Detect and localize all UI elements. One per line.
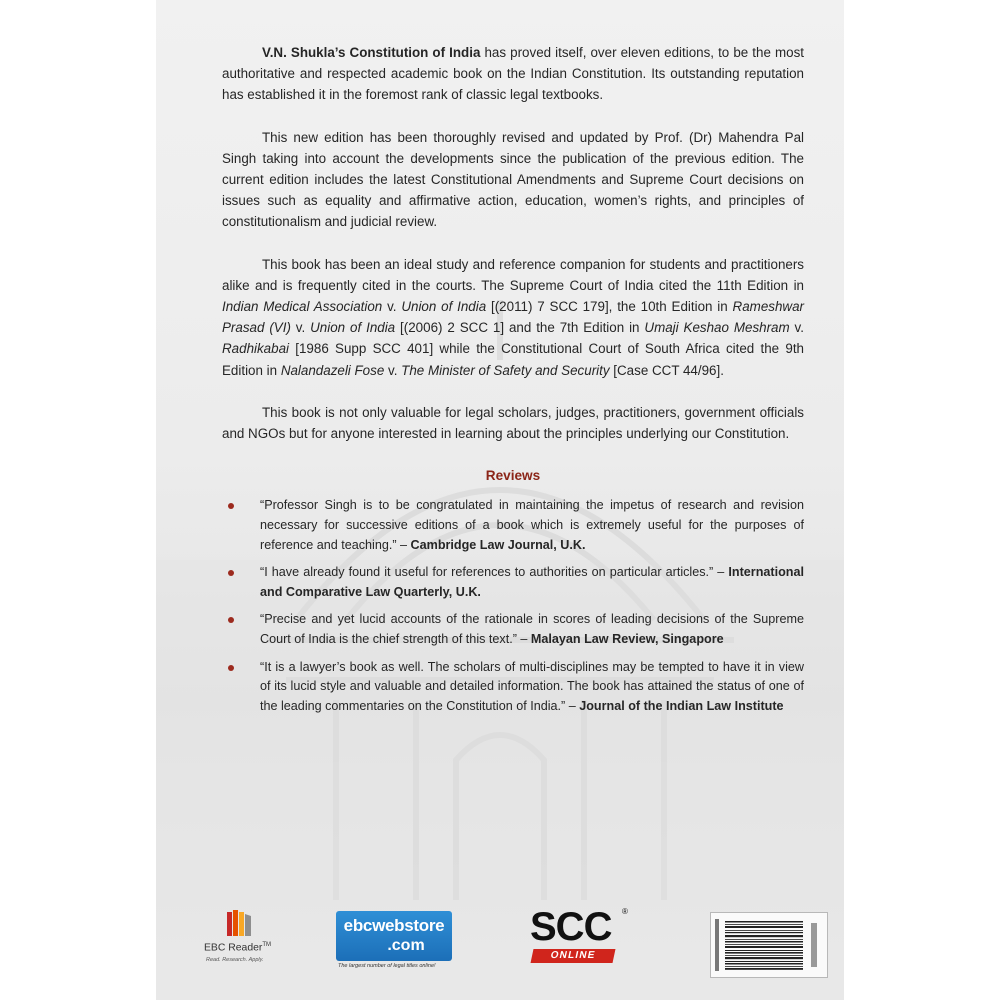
review-item: “Precise and yet lucid accounts of the rationale in scores of leading decisions of the Supreme Court of India is the chief strength of this text.” – Malayan Law Review, Singapore	[222, 610, 804, 649]
review-item: “It is a lawyer’s book as well. The scholars of multi-disciplines may be tempted to have it in view of its lucid style and valuable and detailed information. The book has attained the status of one of the leading commentaries on the Constitution of India.” – Journal of the Indian Law Institute	[222, 658, 804, 717]
review-source: International and Comparative Law Quarterly, U.K.	[260, 565, 804, 599]
review-source: Malayan Law Review, Singapore	[530, 632, 724, 647]
barcode-icon	[711, 913, 827, 977]
description-text	[222, 42, 804, 724]
ebcwebstore-logo: ebcwebstore .com The largest number of legal titles online!	[336, 911, 456, 973]
bullet-icon	[228, 570, 234, 576]
paragraph-2: This new edition has been thoroughly revised and updated by Prof. (Dr) Mahendra Pal Singh taking into account the developments since the publication of the previous edition. The current edition includes the latest Constitutional Amendments and Supreme Court decisions on issues such as equality and affirmative action, education, women’s rights, and principles of constitutionalism and judicial review.	[222, 129, 804, 230]
review-item: “Professor Singh is to be congratulated in maintaining the impetus of research and revision necessary for successive editions of a book which is extremely useful for the purposes of reference and teaching.” – Cambridge Law Journal, U.K.	[222, 496, 804, 555]
bullet-icon	[228, 503, 234, 509]
barcode-sticker	[710, 912, 828, 978]
review-source: Journal of the Indian Law Institute	[579, 698, 784, 713]
ebc-reader-logo: EBC Reader™ Read. Research. Apply.	[200, 906, 280, 986]
book-icon	[224, 908, 254, 938]
bullet-icon	[228, 665, 234, 671]
reviews-heading: Reviews	[485, 468, 541, 484]
book-title: V.N. Shukla’s Constitution of India	[262, 45, 481, 60]
paragraph-1: V.N. Shukla’s Constitution of India has proved itself, over eleven editions, to be the most authoritative and respected academic book on the Indian Constitution. Its outstanding reputation has established it in the foremost rank of classic legal textbooks.	[222, 45, 804, 103]
scc-online-logo: SCC ® ONLINE	[530, 905, 628, 961]
bullet-icon	[228, 617, 234, 623]
paragraph-3: This book has been an ideal study and reference companion for students and practitioners alike and is frequently cited in the courts. The Supreme Court of India cited the 11th Edition in Indian Medical Association v. Union of India [(2011) 7 SCC 179], the 10th Edition in Rameshwar Prasad (VI) v. Union of India [(2006) 2 SCC 1] and the 7th Edition in Umaji Keshao Meshram v. Radhikabai [1986 Supp SCC 401] while the Constitutional Court of South Africa cited the 9th Edition in Nalandazeli Fose v. The Minister of Safety and Security [Case CCT 44/96].	[222, 256, 804, 378]
review-item: “I have already found it useful for references to authorities on particular articles.” – International and Comparative Law Quarterly, U.K.	[222, 563, 804, 602]
back-cover	[156, 0, 844, 1000]
review-source: Cambridge Law Journal, U.K.	[410, 537, 586, 552]
paragraph-4: This book is not only valuable for legal scholars, judges, practitioners, government officials and NGOs but for anyone interested in learning about the principles underlying our Constitution.	[222, 404, 804, 442]
